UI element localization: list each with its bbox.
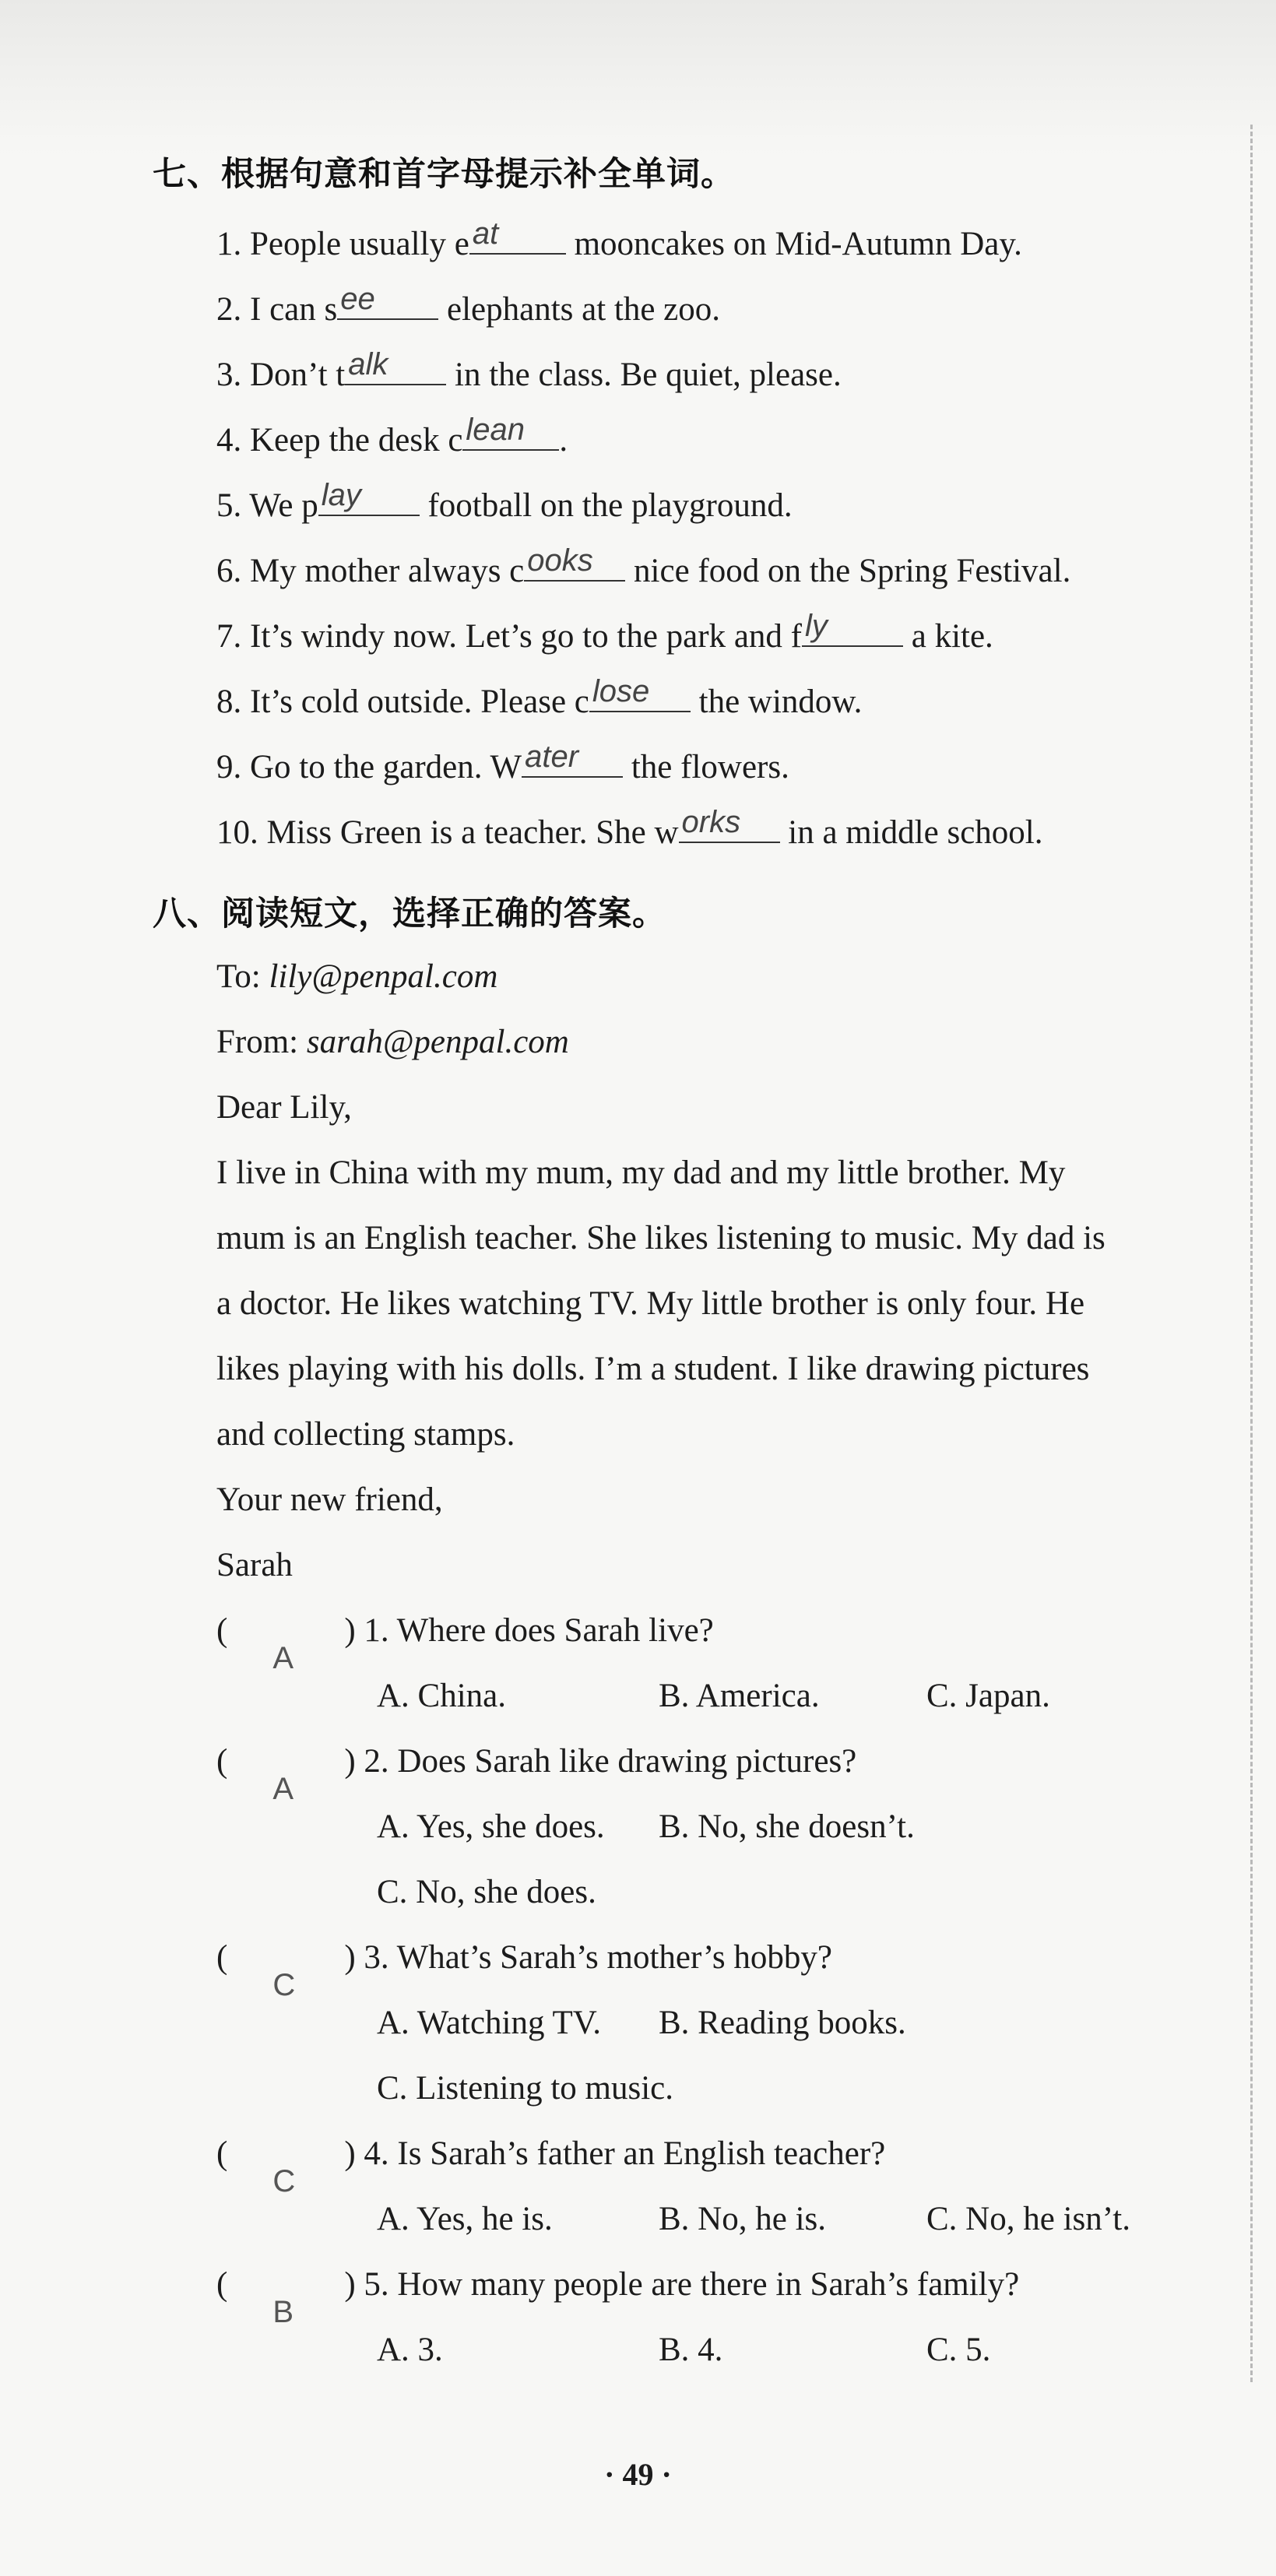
answer-blank[interactable]: ee (337, 283, 438, 320)
answer-blank[interactable]: orks (679, 807, 780, 843)
section7-heading: 七、根据句意和首字母提示补全单词。 (153, 155, 735, 194)
option-c: C. No, she does. (377, 1874, 596, 1910)
question-5: ( B ) 5. How many people are there in Sarah’s family? (216, 2266, 1020, 2329)
fill-item-1: 1. People usually e at mooncakes on Mid-Autumn Day. (216, 216, 1022, 263)
answer-blank[interactable]: lay (318, 480, 420, 516)
option-c: C. Listening to music. (377, 2070, 674, 2107)
option-a: A. China. (377, 1678, 507, 1714)
email-body-line: I live in China with my mum, my dad and my little brother. My (216, 1154, 1066, 1191)
answer-blank[interactable]: lean (462, 414, 559, 451)
option-a: A. 3. (377, 2332, 443, 2368)
option-c: C. 5. (926, 2332, 991, 2368)
option-a: A. Yes, she does. (377, 1808, 605, 1845)
option-b: B. No, she doesn’t. (659, 1808, 915, 1845)
answer-blank[interactable]: lose (589, 676, 691, 712)
section8-heading: 八、阅读短文，选择正确的答案。 (153, 894, 666, 933)
email-greeting: Dear Lily, (216, 1089, 352, 1126)
fill-item-3: 3. Don’t t alk in the class. Be quiet, please. (216, 347, 842, 394)
page-number: · 49 · (604, 2457, 672, 2492)
question-2: ( A ) 2. Does Sarah like drawing pictures? (216, 1743, 857, 1806)
option-b: B. No, he is. (659, 2201, 826, 2237)
fill-item-5: 5. We p lay football on the playground. (216, 478, 793, 525)
answer-blank[interactable]: ooks (524, 545, 625, 582)
option-c: C. No, he isn’t. (926, 2201, 1130, 2237)
option-b: B. America. (659, 1678, 820, 1714)
option-a: A. Yes, he is. (377, 2201, 553, 2237)
email-body-line: a doctor. He likes watching TV. My little brother is only four. He (216, 1285, 1085, 1322)
answer-blank[interactable]: alk (345, 349, 446, 385)
answer-blank[interactable]: ly (802, 610, 903, 647)
answer-blank[interactable]: ater (522, 741, 623, 778)
email-from: From: sarah@penpal.com (216, 1024, 569, 1060)
fill-item-2: 2. I can s ee elephants at the zoo. (216, 282, 721, 329)
fill-item-7: 7. It’s windy now. Let’s go to the park and f ly a kite. (216, 609, 993, 655)
email-body-line: likes playing with his dolls. I’m a student. I like drawing pictures (216, 1351, 1090, 1387)
question-1: ( A ) 1. Where does Sarah live? (216, 1612, 714, 1675)
answer-blank[interactable]: at (469, 218, 566, 255)
email-closing: Your new friend, (216, 1481, 443, 1518)
email-to: To: lily@penpal.com (216, 958, 498, 995)
option-c: C. Japan. (926, 1678, 1050, 1714)
fill-item-8: 8. It’s cold outside. Please c lose the window. (216, 674, 863, 721)
fill-item-4: 4. Keep the desk c lean . (216, 413, 568, 459)
option-b: B. 4. (659, 2332, 723, 2368)
email-signature: Sarah (216, 1547, 293, 1583)
fill-item-10: 10. Miss Green is a teacher. She w orks in a middle school. (216, 805, 1043, 852)
option-a: A. Watching TV. (377, 2005, 601, 2041)
fill-item-9: 9. Go to the garden. W ater the flowers. (216, 740, 789, 786)
option-b: B. Reading books. (659, 2005, 906, 2041)
email-body-line: mum is an English teacher. She likes listening to music. My dad is (216, 1220, 1106, 1256)
fill-item-6: 6. My mother always c ooks nice food on the Spring Festival. (216, 543, 1071, 590)
question-4: ( C ) 4. Is Sarah’s father an English teacher? (216, 2135, 886, 2198)
question-3: ( C ) 3. What’s Sarah’s mother’s hobby? (216, 1939, 832, 2002)
email-body-line: and collecting stamps. (216, 1416, 515, 1453)
